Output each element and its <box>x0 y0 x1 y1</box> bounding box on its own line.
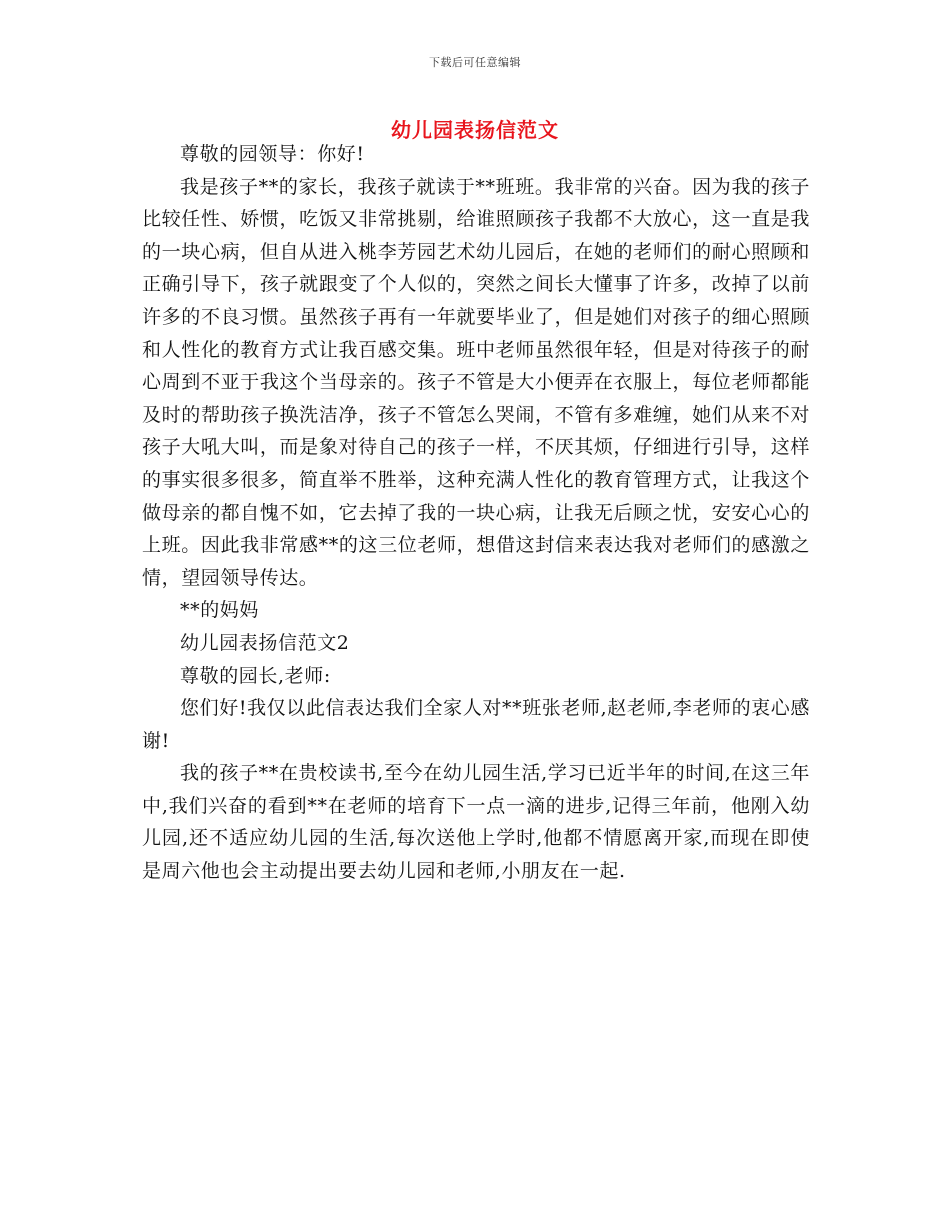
body-paragraph: 我的孩子**在贵校读书,至今在幼儿园生活,学习已近半年的时间,在这三年中,我们兴奋的看到**在老师的培育下一点一滴的进步,记得三年前，他刚入幼儿园,还不适应幼儿园的生活,每次送他上学时,他都不情愿离开家,而现在即使是周六他也会主动提出要去幼儿园和老师,小朋友在一起. <box>142 762 810 883</box>
signature: **的妈妈 <box>180 599 260 622</box>
salutation: 尊敬的园长,老师: <box>180 664 331 687</box>
document-title: 幼儿园表扬信范文 <box>391 118 559 142</box>
header-note: 下载后可任意编辑 <box>429 56 521 69</box>
body-paragraph: 我是孩子**的家长，我孩子就读于**班班。我非常的兴奋。因为我的孩子比较任性、娇惯，吃饭又非常挑剔，给谁照顾孩子我都不大放心，这一直是我的一块心病，但自从进入桃李芳园艺术幼儿园后，在她的老师们的耐心照顾和正确引导下，孩子就跟变了个人似的，突然之间长大懂事了许多，改掉了以前许多的不良习惯。虽然孩子再有一年就要毕业了，但是她们对孩子的细心照顾和人性化的教育方式让我百感交集。班中老师虽然很年轻，但是对待孩子的耐心周到不亚于我这个当母亲的。孩子不管是大小便弄在衣服上，每位老师都能及时的帮助孩子换洗洁净，孩子不管怎么哭闹，不管有多难缠，她们从来不对孩子大吼大叫，而是象对待自己的孩子一样，不厌其烦，仔细进行引导，这样的事实很多很多，简直举不胜举，这种充满人性化的教育管理方式，让我这个做母亲的都自愧不如，它去掉了我的一块心病，让我无后顾之忧，安安心心的上班。因此我非常感**的这三位老师，想借这封信来表达我对老师们的感激之情，望园领导传达。 <box>142 175 810 589</box>
document-body <box>142 138 810 888</box>
section-heading: 幼儿园表扬信范文2 <box>180 631 350 654</box>
body-paragraph: 您们好!我仅以此信表达我们全家人对**班张老师,赵老师,李老师的衷心感谢! <box>142 697 810 752</box>
salutation: 尊敬的园领导：你好! <box>180 143 365 165</box>
